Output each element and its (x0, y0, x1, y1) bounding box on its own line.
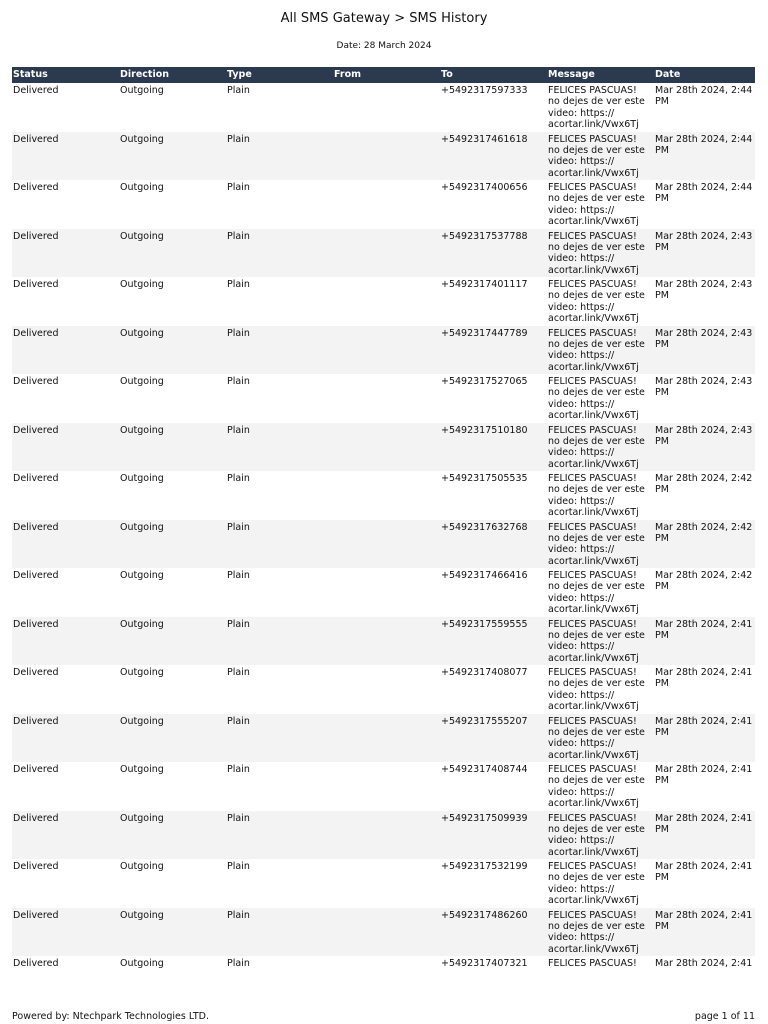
cell-date: Mar 28th 2024, 2:41 PM (654, 859, 755, 908)
cell-direction: Outgoing (119, 83, 226, 132)
cell-status: Delivered (12, 859, 119, 908)
table-row (12, 617, 755, 666)
cell-date: Mar 28th 2024, 2:42 PM (654, 520, 755, 569)
column-header-date: Date (654, 67, 755, 83)
cell-to: +5492317632768 (440, 520, 547, 569)
cell-message: FELICES PASCUAS! no dejes de ver este video: https:// acortar.link/Vwx6Tj (547, 374, 654, 423)
table-row (12, 132, 755, 181)
cell-from (333, 326, 440, 375)
cell-from (333, 811, 440, 860)
cell-date: Mar 28th 2024, 2:41 PM (654, 762, 755, 811)
cell-message: FELICES PASCUAS! no dejes de ver este video: https:// acortar.link/Vwx6Tj (547, 180, 654, 229)
cell-message: FELICES PASCUAS! no dejes de ver este video: https:// acortar.link/Vwx6Tj (547, 908, 654, 957)
cell-type: Plain (226, 811, 333, 860)
cell-status: Delivered (12, 277, 119, 326)
cell-message: FELICES PASCUAS! no dejes de ver este video: https:// acortar.link/Vwx6Tj (547, 811, 654, 860)
table-row (12, 374, 755, 423)
cell-from (333, 568, 440, 617)
column-header-type: Type (226, 67, 333, 83)
cell-to: +5492317559555 (440, 617, 547, 666)
cell-date: Mar 28th 2024, 2:41 (654, 956, 755, 1005)
cell-to: +5492317527065 (440, 374, 547, 423)
cell-message: FELICES PASCUAS! no dejes de ver este video: https:// acortar.link/Vwx6Tj (547, 83, 654, 132)
cell-type: Plain (226, 665, 333, 714)
cell-message: FELICES PASCUAS! no dejes de ver este video: https:// acortar.link/Vwx6Tj (547, 277, 654, 326)
cell-from (333, 956, 440, 1005)
cell-type: Plain (226, 180, 333, 229)
cell-direction: Outgoing (119, 326, 226, 375)
cell-direction: Outgoing (119, 859, 226, 908)
cell-message: FELICES PASCUAS! no dejes de ver este video: https:// acortar.link/Vwx6Tj (547, 859, 654, 908)
table-row (12, 180, 755, 229)
cell-to: +5492317400656 (440, 180, 547, 229)
cell-direction: Outgoing (119, 811, 226, 860)
cell-direction: Outgoing (119, 568, 226, 617)
column-header-direction: Direction (119, 67, 226, 83)
cell-direction: Outgoing (119, 423, 226, 472)
report-date: Date: 28 March 2024 (336, 41, 432, 51)
cell-from (333, 762, 440, 811)
cell-status: Delivered (12, 762, 119, 811)
cell-status: Delivered (12, 617, 119, 666)
table-row (12, 568, 755, 617)
cell-from (333, 714, 440, 763)
cell-message: FELICES PASCUAS! no dejes de ver este video: https:// acortar.link/Vwx6Tj (547, 471, 654, 520)
cell-from (333, 520, 440, 569)
cell-type: Plain (226, 374, 333, 423)
cell-direction: Outgoing (119, 374, 226, 423)
cell-from (333, 229, 440, 278)
cell-message: FELICES PASCUAS! no dejes de ver este video: https:// acortar.link/Vwx6Tj (547, 326, 654, 375)
cell-to: +5492317537788 (440, 229, 547, 278)
table-row (12, 762, 755, 811)
column-header-status: Status (12, 67, 119, 83)
cell-type: Plain (226, 471, 333, 520)
page-title: All SMS Gateway > SMS History (280, 11, 488, 26)
cell-type: Plain (226, 423, 333, 472)
cell-status: Delivered (12, 229, 119, 278)
table-row (12, 859, 755, 908)
table-row (12, 520, 755, 569)
cell-date: Mar 28th 2024, 2:43 PM (654, 423, 755, 472)
cell-direction: Outgoing (119, 908, 226, 957)
sms-history-table (12, 67, 755, 1005)
cell-status: Delivered (12, 908, 119, 957)
column-header-to: To (440, 67, 547, 83)
cell-message: FELICES PASCUAS! no dejes de ver este video: https:// acortar.link/Vwx6Tj (547, 229, 654, 278)
cell-status: Delivered (12, 423, 119, 472)
cell-message: FELICES PASCUAS! no dejes de ver este video: https:// acortar.link/Vwx6Tj (547, 617, 654, 666)
cell-to: +5492317461618 (440, 132, 547, 181)
cell-to: +5492317401117 (440, 277, 547, 326)
cell-to: +5492317510180 (440, 423, 547, 472)
cell-direction: Outgoing (119, 471, 226, 520)
cell-type: Plain (226, 908, 333, 957)
cell-date: Mar 28th 2024, 2:41 PM (654, 665, 755, 714)
cell-date: Mar 28th 2024, 2:41 PM (654, 617, 755, 666)
cell-from (333, 859, 440, 908)
cell-message: FELICES PASCUAS! no dejes de ver este video: https:// acortar.link/Vwx6Tj (547, 568, 654, 617)
cell-status: Delivered (12, 568, 119, 617)
cell-status: Delivered (12, 471, 119, 520)
cell-from (333, 471, 440, 520)
cell-direction: Outgoing (119, 132, 226, 181)
cell-type: Plain (226, 714, 333, 763)
cell-to: +5492317466416 (440, 568, 547, 617)
cell-message: FELICES PASCUAS! no dejes de ver este video: https:// acortar.link/Vwx6Tj (547, 132, 654, 181)
cell-date: Mar 28th 2024, 2:41 PM (654, 908, 755, 957)
table-row (12, 229, 755, 278)
cell-status: Delivered (12, 520, 119, 569)
column-header-message: Message (547, 67, 654, 83)
cell-from (333, 423, 440, 472)
cell-direction: Outgoing (119, 956, 226, 1005)
cell-to: +5492317505535 (440, 471, 547, 520)
cell-to: +5492317407321 (440, 956, 547, 1005)
cell-direction: Outgoing (119, 520, 226, 569)
cell-date: Mar 28th 2024, 2:44 PM (654, 132, 755, 181)
cell-date: Mar 28th 2024, 2:41 PM (654, 811, 755, 860)
cell-date: Mar 28th 2024, 2:41 PM (654, 714, 755, 763)
cell-type: Plain (226, 762, 333, 811)
cell-status: Delivered (12, 374, 119, 423)
cell-type: Plain (226, 326, 333, 375)
table-row (12, 714, 755, 763)
cell-to: +5492317555207 (440, 714, 547, 763)
table-row (12, 277, 755, 326)
table-row (12, 665, 755, 714)
cell-status: Delivered (12, 326, 119, 375)
cell-direction: Outgoing (119, 180, 226, 229)
cell-status: Delivered (12, 714, 119, 763)
cell-to: +5492317486260 (440, 908, 547, 957)
cell-status: Delivered (12, 956, 119, 1005)
cell-type: Plain (226, 83, 333, 132)
cell-direction: Outgoing (119, 665, 226, 714)
cell-status: Delivered (12, 83, 119, 132)
cell-message: FELICES PASCUAS! no dejes de ver este video: https:// acortar.link/Vwx6Tj (547, 520, 654, 569)
cell-type: Plain (226, 132, 333, 181)
cell-date: Mar 28th 2024, 2:43 PM (654, 374, 755, 423)
table-row (12, 471, 755, 520)
cell-from (333, 908, 440, 957)
cell-to: +5492317509939 (440, 811, 547, 860)
cell-status: Delivered (12, 132, 119, 181)
cell-from (333, 665, 440, 714)
cell-direction: Outgoing (119, 229, 226, 278)
cell-date: Mar 28th 2024, 2:42 PM (654, 471, 755, 520)
cell-direction: Outgoing (119, 762, 226, 811)
page-indicator: page 1 of 11 (694, 1011, 755, 1022)
table-row (12, 956, 755, 1005)
table-row (12, 423, 755, 472)
table-row (12, 326, 755, 375)
cell-date: Mar 28th 2024, 2:42 PM (654, 568, 755, 617)
table-row (12, 908, 755, 957)
cell-from (333, 374, 440, 423)
cell-from (333, 617, 440, 666)
cell-type: Plain (226, 956, 333, 1005)
cell-to: +5492317597333 (440, 83, 547, 132)
table-row (12, 811, 755, 860)
cell-type: Plain (226, 568, 333, 617)
cell-message: FELICES PASCUAS! no dejes de ver este video: https:// acortar.link/Vwx6Tj (547, 762, 654, 811)
cell-from (333, 277, 440, 326)
cell-status: Delivered (12, 811, 119, 860)
cell-type: Plain (226, 617, 333, 666)
cell-to: +5492317408744 (440, 762, 547, 811)
cell-message: FELICES PASCUAS! no dejes de ver este video: https:// acortar.link/Vwx6Tj (547, 665, 654, 714)
column-header-from: From (333, 67, 440, 83)
cell-date: Mar 28th 2024, 2:43 PM (654, 229, 755, 278)
table-body (12, 83, 755, 1005)
cell-to: +5492317408077 (440, 665, 547, 714)
cell-from (333, 132, 440, 181)
cell-type: Plain (226, 520, 333, 569)
cell-direction: Outgoing (119, 617, 226, 666)
cell-status: Delivered (12, 180, 119, 229)
table-row (12, 83, 755, 132)
cell-direction: Outgoing (119, 714, 226, 763)
cell-date: Mar 28th 2024, 2:43 PM (654, 326, 755, 375)
cell-type: Plain (226, 229, 333, 278)
cell-date: Mar 28th 2024, 2:43 PM (654, 277, 755, 326)
powered-by-text: Powered by: Ntechpark Technologies LTD. (12, 1011, 209, 1022)
cell-message: FELICES PASCUAS! no dejes de ver este video: https:// acortar.link/Vwx6Tj (547, 714, 654, 763)
cell-message: FELICES PASCUAS! no dejes de ver este video: https:// acortar.link/Vwx6Tj (547, 423, 654, 472)
cell-date: Mar 28th 2024, 2:44 PM (654, 83, 755, 132)
cell-to: +5492317532199 (440, 859, 547, 908)
cell-date: Mar 28th 2024, 2:44 PM (654, 180, 755, 229)
cell-to: +5492317447789 (440, 326, 547, 375)
cell-from (333, 83, 440, 132)
table-header-row (12, 67, 755, 83)
cell-type: Plain (226, 277, 333, 326)
cell-status: Delivered (12, 665, 119, 714)
sms-history-table-container (12, 67, 755, 1007)
cell-type: Plain (226, 859, 333, 908)
cell-message: FELICES PASCUAS! (547, 956, 654, 1005)
cell-from (333, 180, 440, 229)
cell-direction: Outgoing (119, 277, 226, 326)
